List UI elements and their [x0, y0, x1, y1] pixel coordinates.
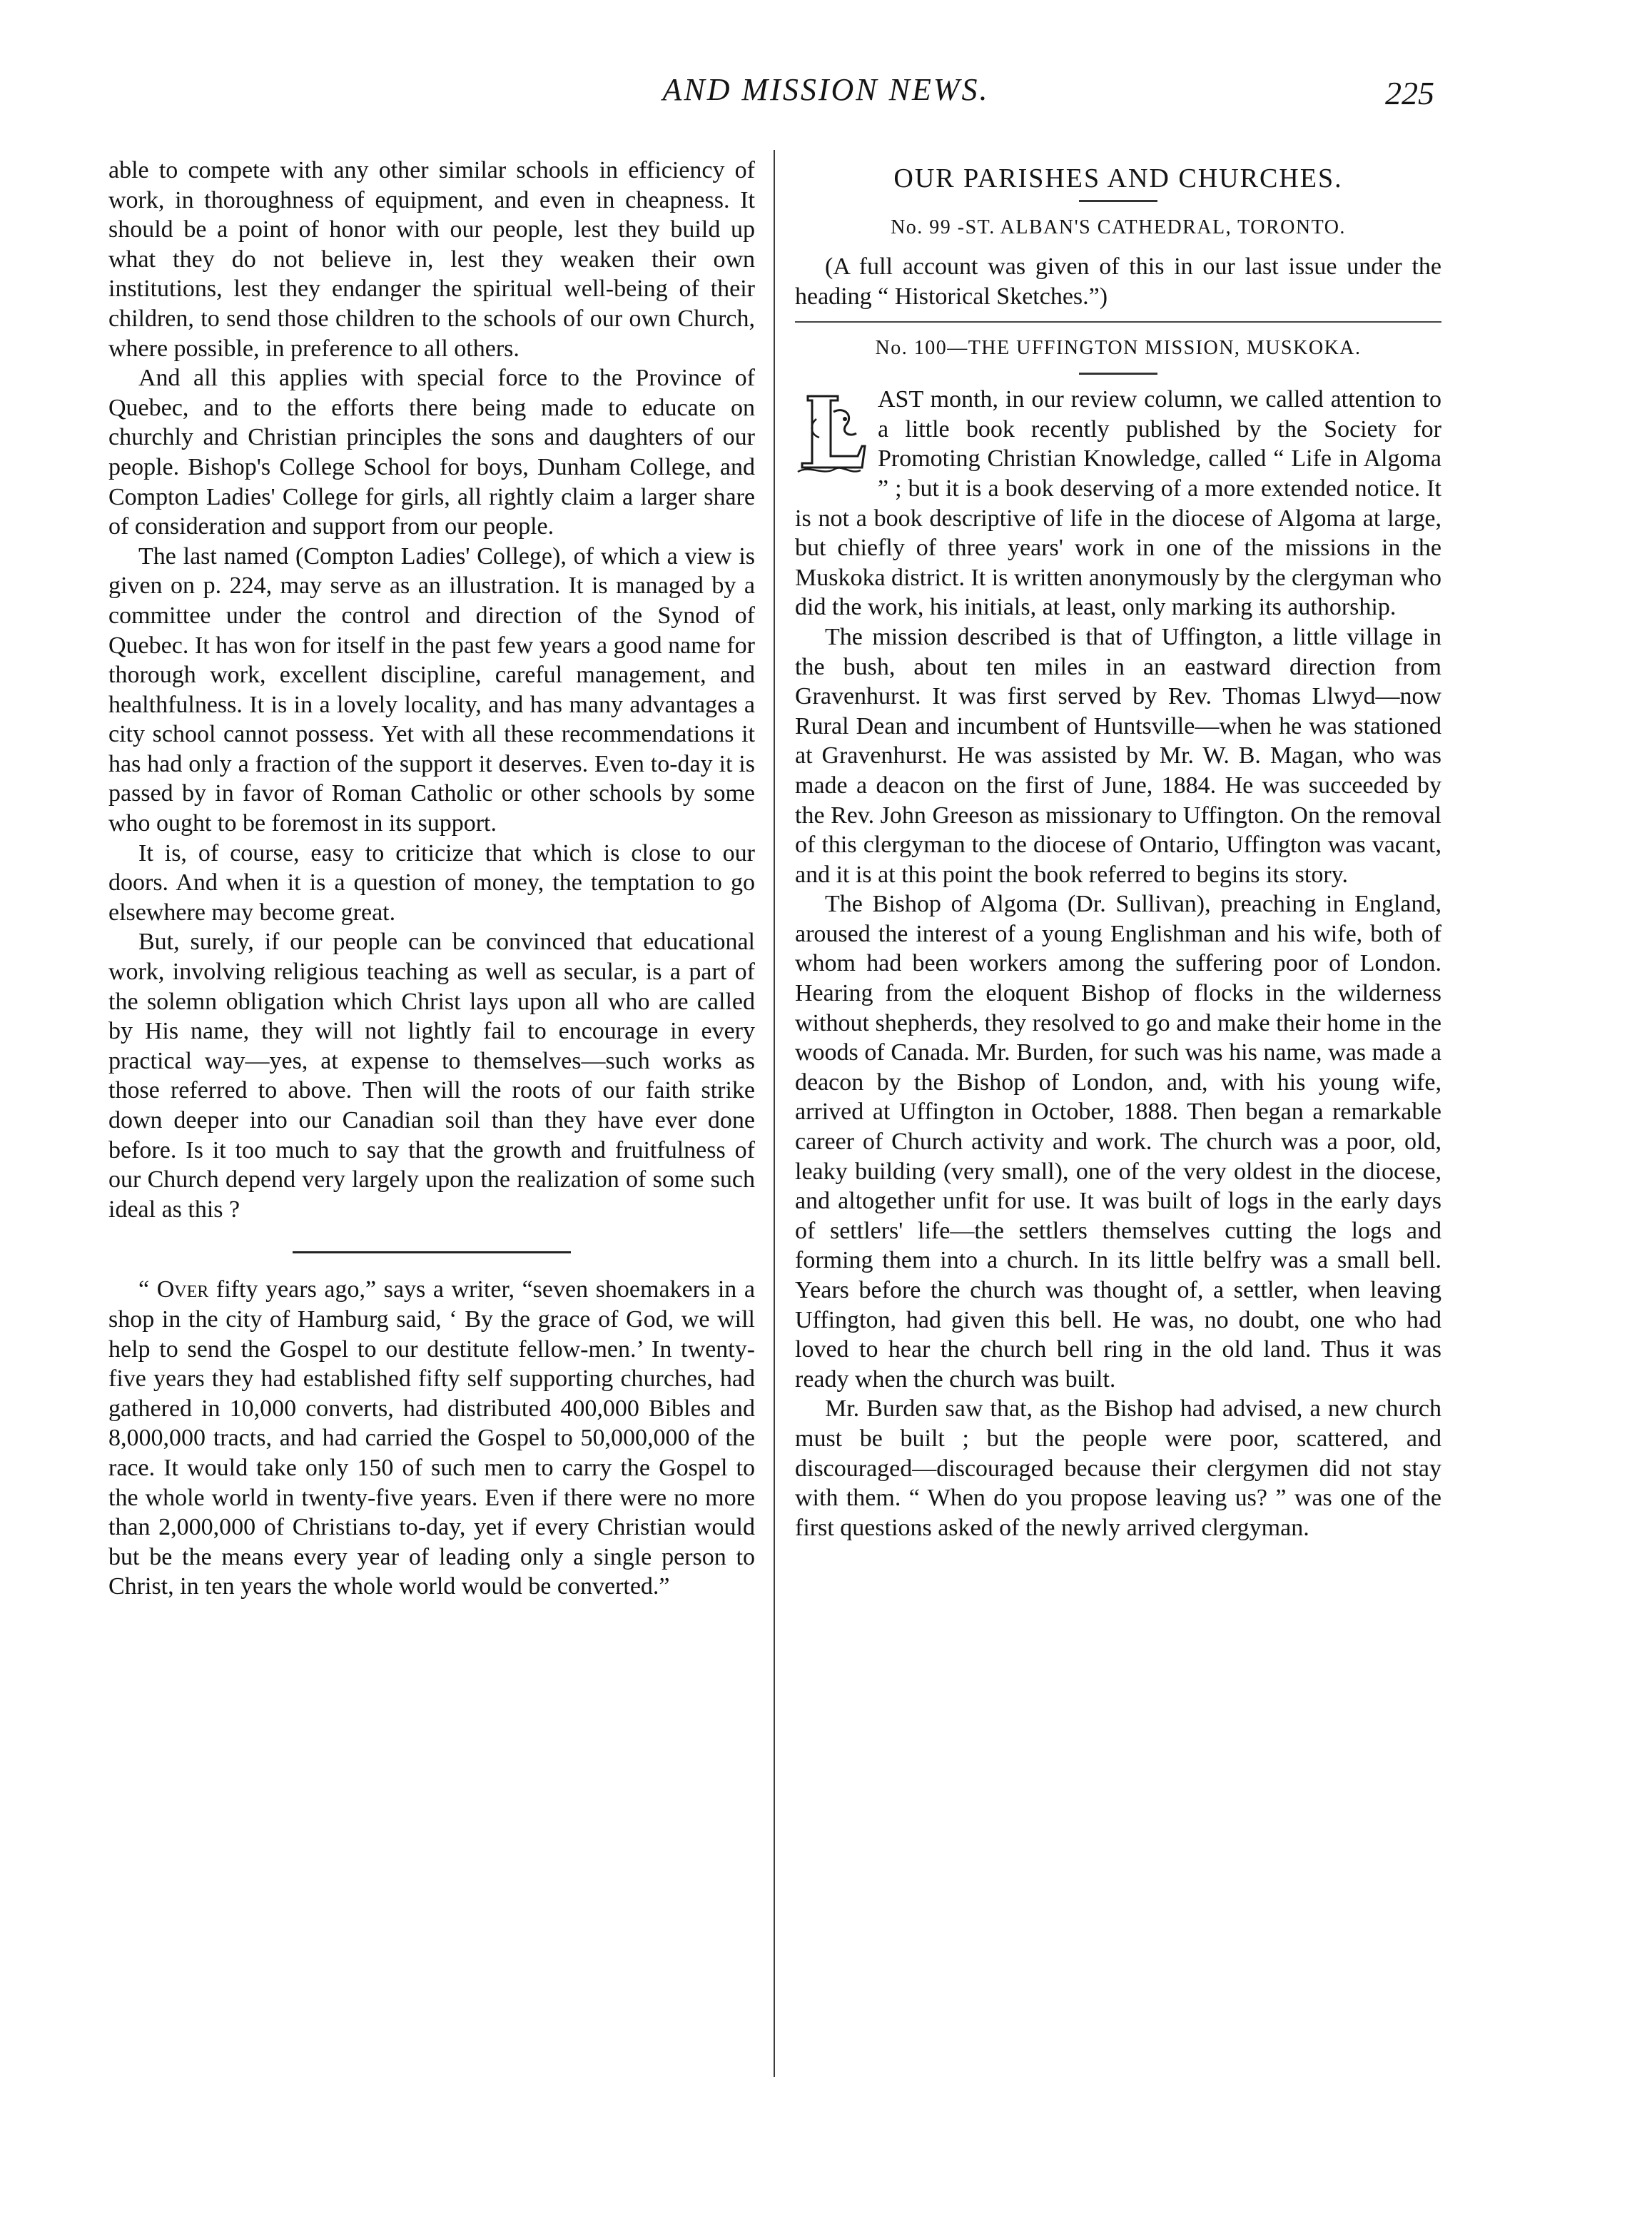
- entry-100-heading: No. 100—THE UFFINGTON MISSION, MUSKOKA.: [875, 337, 1362, 360]
- quote-body: fifty years ago,” says a writer, “seven shoemakers in a shop in the city of Hamburg said, ‘ By the grace of God, we will help to send the Gospel to our destitute fellow-men.’ In twenty-five years they had established fifty self supporting churches, had gathered in 10,000 converts, had distributed 400,000 Bibles and 8,000,000 tracts, and had carried the Gospel to 50,000,000 of the race. It would take only 150 of such men to carry the Gospel to the whole world in twenty-five years. Even if there were no more than 2,000,000 of Christians to-day, yet if every Christian would but be the means every year of leading only a single person to Christ, in ten years the whole world would be converted.”: [108, 1276, 755, 1600]
- first-paragraph: [795, 385, 1441, 622]
- quote-opening-small-caps: “ Over: [138, 1276, 209, 1303]
- first-paragraph-text: AST month, in our review column, we called attention to a little book recently published by the Society for Promoting Christian Knowledge, called “ Life in Algoma ” ; but it is a book deserving of a more extended notice. It is not a book descriptive of life in the diocese of Algoma at large, but chiefly of three years' work in one of the missions in the Muskoka district. It is written anonymously by the clergyman who did the work, his initials, at least, only marking its authorship.: [795, 386, 1441, 621]
- right-paragraph: The mission described is that of Uffington, a little village in the bush, about ten miles in an eastward direction from Gravenhurst. It was first served by Rev. Thomas Llwyd—now Rural Dean and incumbent of Huntsville—when he was stationed at Gravenhurst. He was assisted by Mr. W. B. Magan, who was made a deacon on the first of June, 1884. He was succeeded by the Rev. John Greeson as missionary to Uffington. On the removal of this clergyman to the diocese of Ontario, Uffington was vacant, and it is at this point the book referred to begins its story.: [795, 623, 1441, 888]
- entry-divider: [795, 321, 1441, 323]
- running-head: AND MISSION NEWS.: [662, 72, 990, 107]
- left-paragraph: It is, of course, easy to criticize that which is close to our doors. And when it is a question of money, the temptation to go elsewhere may become great.: [108, 839, 755, 926]
- section-divider: [293, 1251, 571, 1253]
- left-paragraph: And all this applies with special force to the Province of Quebec, and to the efforts there being made to educate on churchly and Christian principles the sons and daughters of our people. Bishop's College School for boys, Dunham College, and Compton Ladies' College for girls, all rightly claim a larger share of consideration and support from our people.: [108, 365, 755, 540]
- short-divider: [1079, 373, 1157, 375]
- right-column: [795, 156, 1441, 1542]
- right-paragraph: Mr. Burden saw that, as the Bishop had advised, a new church must be built ; but the people were poor, scattered, and discouraged—discouraged because their clergymen did not stay with them. “ When do you propose leaving us? ” was one of the first questions asked of the newly arrived clergyman.: [795, 1395, 1441, 1541]
- left-column: [108, 156, 755, 1602]
- left-paragraph: The last named (Compton Ladies' College), of which a view is given on p. 224, may serve as an illustration. It is managed by a committee under the control and direction of the Synod of Quebec. It has won for itself in the past few years a good name for thorough work, excellent discipline, careful management, and healthfulness. It is in a lovely locality, and has many advantages a city school cannot possess. Yet with all these recommendations it has had only a fraction of the support it deserves. Even to-day it is passed by in favor of Roman Catholic or other schools by some who ought to be foremost in its support.: [108, 542, 755, 837]
- section-heading: OUR PARISHES AND CHURCHES.: [893, 163, 1343, 193]
- short-divider: [1079, 200, 1157, 202]
- left-paragraph: But, surely, if our people can be convinced that educational work, involving religious teaching as well as secular, is a part of the solemn obligation which Christ lays upon all who are called by His name, they will not lightly fail to encourage in every practical way—yes, at expense to themselves—such works as those referred to above. Then will the roots of our faith strike down deeper into our Canadian soil than they have ever done before. Is it too much to say that the growth and fruitfulness of our Church depend very largely upon the realization of some such ideal as this ?: [108, 929, 755, 1223]
- page-number: 225: [1385, 75, 1434, 111]
- dropcap-ornament-icon: [795, 390, 866, 476]
- ornamental-dropcap: [795, 390, 866, 476]
- right-paragraph: The Bishop of Algoma (Dr. Sullivan), preaching in England, aroused the interest of a young Englishman and his wife, both of whom had been workers among the suffering poor of London. Hearing from the eloquent Bishop of flocks in the wilderness without shepherds, they resolved to go and make their home in the woods of Canada. Mr. Burden, for such was his name, was made a deacon by the Bishop of London, and, with his young wife, arrived at Uffington in October, 1888. Then began a remarkable career of Church activity and work. The church was a poor, old, leaky building (very small), one of the very oldest in the diocese, and altogether unfit for use. It was built of logs in the early days of settlers' life—the settlers themselves cutting the logs and forming them into a church. In its little belfry was a small bell. Years before the church was thought of, a settler, when leaving Uffington, had given this bell. He was, no doubt, one who had loved to hear the church bell ring in the old land. Thus it was ready when the church was built.: [795, 891, 1441, 1393]
- column-rule: [774, 150, 775, 2077]
- entry-99-heading: No. 99 -ST. ALBAN'S CATHEDRAL, TORONTO.: [891, 216, 1346, 238]
- entry-99-note: (A full account was given of this in our last issue under the heading “ Historical Sketches.”): [795, 253, 1441, 310]
- left-paragraph: able to compete with any other similar schools in efficiency of work, in thoroughness of equipment, and even in cheapness. It should be a point of honor with our people, lest they build up what they do not believe in, lest they weaken their own institutions, lest they endanger the spiritual well-being of their children, to send those children to the schools of our own Church, where possible, in preference to all others.: [108, 157, 755, 362]
- hamburg-quote: [108, 1275, 755, 1602]
